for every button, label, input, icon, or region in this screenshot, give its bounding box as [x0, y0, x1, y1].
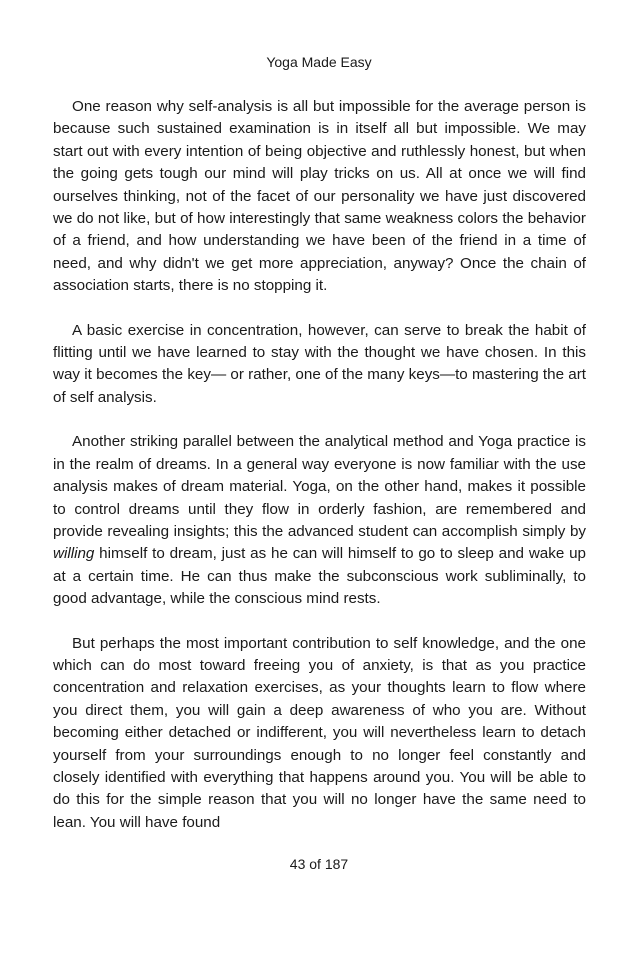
paragraph-concentration: A basic exercise in concentration, however, can serve to break the habit of flitting until we have learned to stay with the thought we have chosen. In this way it becomes the key— or rather, one of the many keys—to mastering the art of self analysis.: [53, 321, 586, 406]
paragraph-dreams-after: himself to dream, just as he can will himself to go to sleep and wake up at a certain time. He can thus make the subconscious work subliminally, to good advantage, while the conscious mind rests.: [53, 545, 586, 608]
body-text: [53, 96, 586, 834]
emphasis-willing: willing: [53, 545, 95, 563]
paragraph-self-analysis: One reason why self-analysis is all but impossible for the average person is because such sustained examination is in itself all but impossible. We may start out with every intention of being objective and ruthlessly honest, but when the going gets tough our mind will play tricks on us. All at once we will find ourselves thinking, not of the facet of our personality we have just discovered we do not like, but of how interestingly that same weakness colors the behavior of a friend, and how understanding we have been of the friend in a time of need, and why didn't we get more appreciation, anyway? Once the chain of association starts, there is no stopping it.: [53, 98, 586, 295]
paragraph-dreams-before: Another striking parallel between the analytical method and Yoga practice is in the realm of dreams. In a general way everyone is now familiar with the use analysis makes of dream material. Yoga, on the other hand, makes it possible to control dreams until they flow in orderly fashion, are remembered and provide revealing insights; this the advanced student can accomplish simply by: [53, 433, 586, 540]
paragraph-dreams: [53, 431, 586, 610]
paragraph-self-knowledge: But perhaps the most important contribution to self knowledge, and the one which can do most toward freeing you of anxiety, is that as you practice concentration and relaxation exercises, as your thoughts learn to flow where you direct them, you will gain a deep awareness of who you are. Without becoming either detached or indifferent, you will nevertheless learn to detach yourself from your surroundings enough to no longer feel constantly and closely identified with everything that happens around you. You will be able to do this for the simple reason that you will no longer have the same need to lean. You will have found: [53, 634, 586, 831]
page-number: 43 of 187: [289, 856, 349, 872]
running-header-title: Yoga Made Easy: [266, 54, 372, 70]
